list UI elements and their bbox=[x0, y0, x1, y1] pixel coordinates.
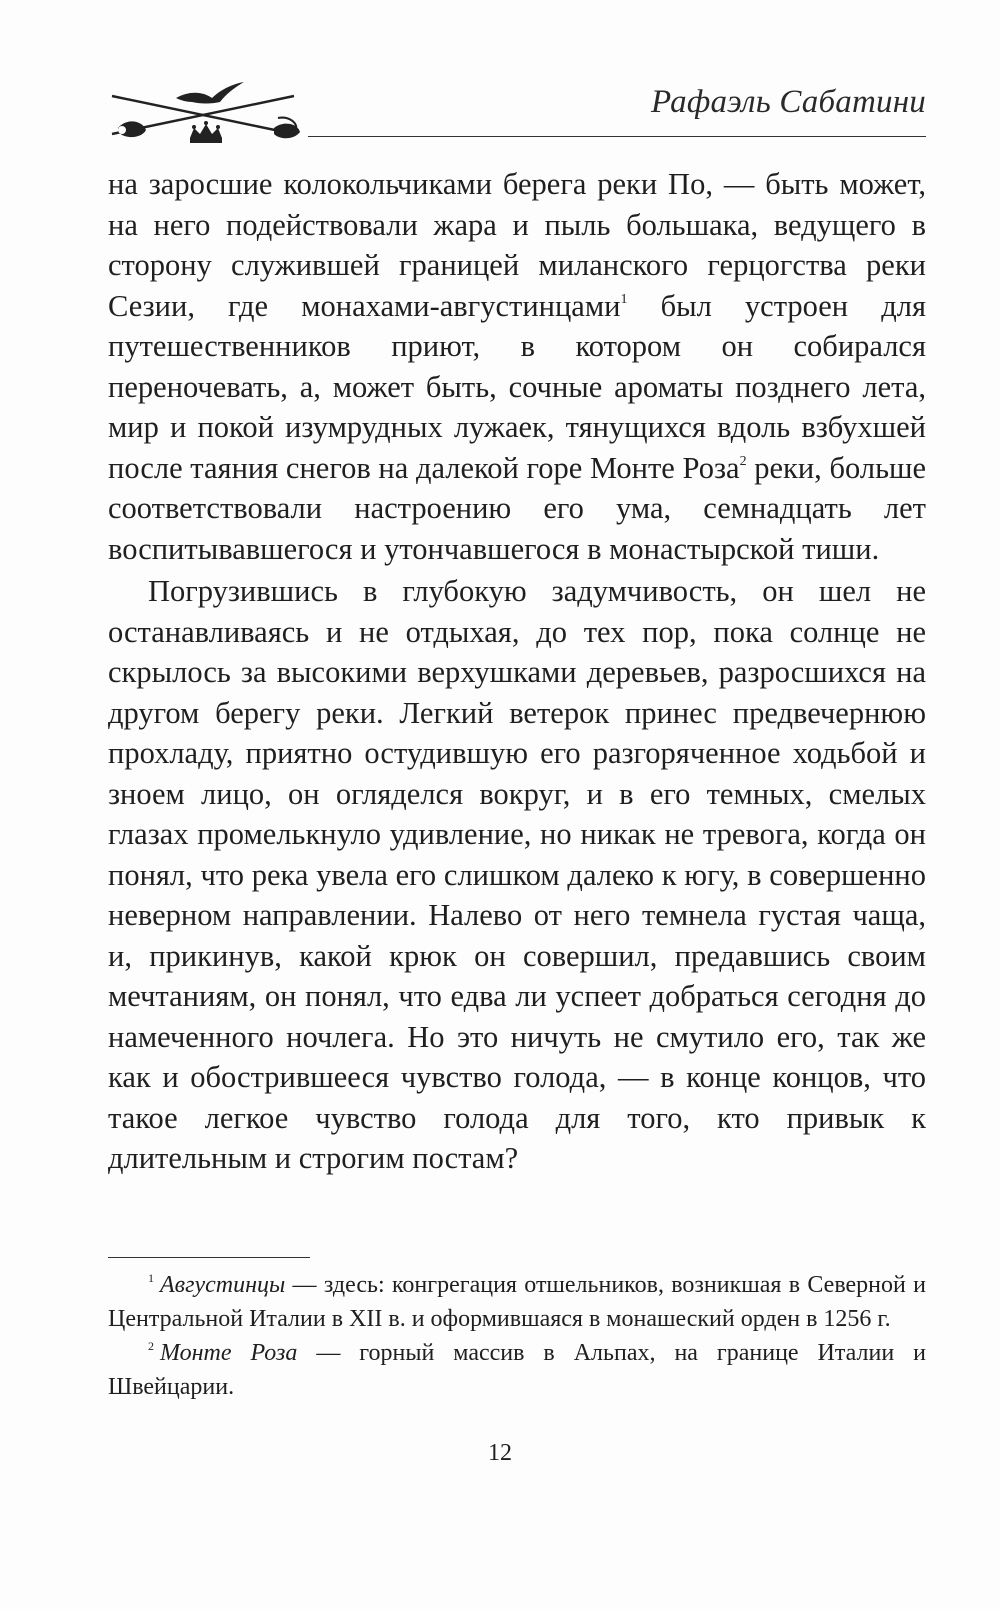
footnote-term: Августинцы bbox=[160, 1272, 286, 1298]
paragraph-2: Погрузившись в глубокую задумчивость, он шел не останавливаясь и не отдыхая, до тех пор, пока солнце не скрылось за высокими верхушками деревьев, разросшихся на другом берегу реки. Легкий ветерок принес предвечернюю прохладу, приятно остудившую его разгоряченное ходьбой и зноем лицо, он огляделся вокруг, и в его темных, смелых глазах промелькнуло удивление, но никак не тревога, когда он понял, что река увела его слишком далеко к югу, в совершенно неверном направлении. Налево от него темнела густая чаща, и, прикинув, какой крюк он совершил, предавшись своим мечтаниям, он понял, что едва ли успеет добраться сегодня до намеченного ночлега. Но это ничуть не смутило его, так же как и обострившееся чувство голода, — в конце концов, что такое легкое чувство голода для того, кто привык к длительным и строгим постам? bbox=[108, 574, 926, 1175]
footnotes bbox=[108, 1268, 926, 1404]
footnote-separator bbox=[108, 1257, 310, 1258]
footnote-2 bbox=[108, 1336, 926, 1404]
running-header bbox=[108, 60, 926, 150]
running-header-author: Рафаэль Сабатини bbox=[651, 84, 926, 120]
page-number: 12 bbox=[488, 1440, 512, 1466]
footnote-1 bbox=[108, 1268, 926, 1336]
footnote-text: — горный массив в Альпах, на границе Италии и Швейцарии. bbox=[108, 1340, 926, 1400]
footnote-number: 1 bbox=[148, 1271, 154, 1285]
crossed-swords-bird-crown-icon bbox=[108, 72, 308, 150]
paragraph-1-text-c: реки, больше соответствовали настроению его ума, семнадцать лет воспитывавшегося и утончавшегося в монастырской тиши. bbox=[108, 450, 926, 566]
footnote-ref-2: 2 bbox=[739, 453, 747, 469]
paragraph-1-text-b: был устроен для путешественников приют, в котором он собирался переночевать, а, может быть, сочные ароматы позднего лета, мир и покой изумрудных лужаек, тянущихся вдоль взбухшей после таяния снегов на далекой горе Монте Роза bbox=[108, 288, 926, 485]
footnote-number: 2 bbox=[148, 1339, 154, 1353]
footnote-term: Монте Роза bbox=[160, 1340, 298, 1366]
paragraph-1-text-a: на заросшие колокольчиками берега реки По, — быть может, на него подействовали жара и пыль большака, ведущего в сторону служившей границей миланского герцогства реки Сезии, где монахами-августинцами bbox=[108, 167, 926, 323]
header-rule bbox=[308, 136, 926, 137]
paragraph-1 bbox=[108, 164, 926, 569]
footnote-ref-1: 1 bbox=[620, 291, 628, 307]
footnote-text: — здесь: конгрегация отшельников, возникшая в Северной и Центральной Италии в XII в. и оформившаяся в монашеский орден в 1256 г. bbox=[108, 1272, 926, 1332]
main-text bbox=[108, 164, 926, 1179]
